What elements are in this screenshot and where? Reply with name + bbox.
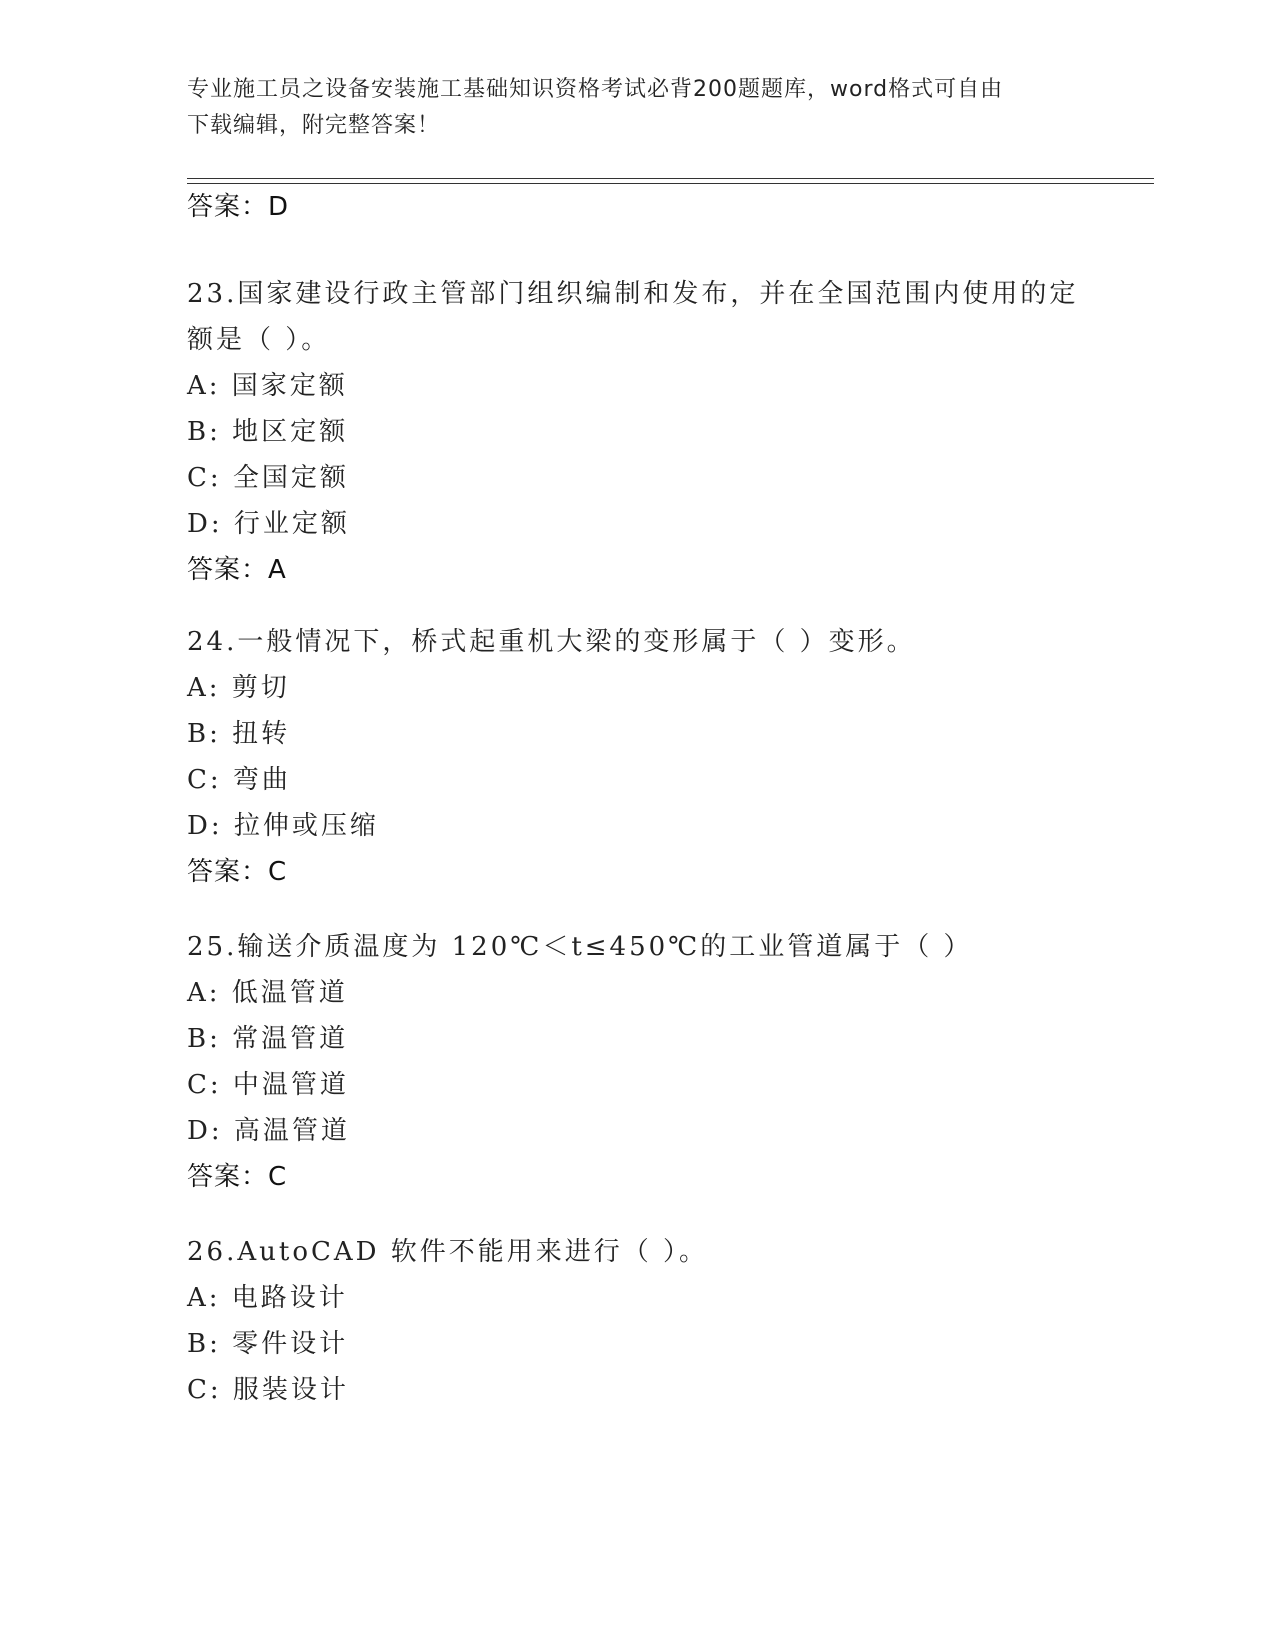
- option-a: A: 国家定额: [187, 371, 348, 401]
- header-divider-top: [187, 178, 1154, 179]
- answer-text: 答案：A: [187, 555, 287, 585]
- header-line-1: 专业施工员之设备安装施工基础知识资格考试必背200题题库，word格式可自由: [187, 77, 1004, 102]
- question-26: [187, 1229, 1087, 1413]
- previous-answer-block: [187, 184, 1087, 230]
- option-b: B: 常温管道: [187, 1024, 349, 1054]
- option-b: B: 地区定额: [187, 417, 349, 447]
- answer-text: 答案：C: [187, 857, 288, 887]
- option-d: D: 行业定额: [187, 509, 350, 539]
- question-25: [187, 924, 1087, 1200]
- option-b: B: 零件设计: [187, 1329, 349, 1359]
- question-24: [187, 619, 1087, 895]
- option-d: D: 高温管道: [187, 1116, 350, 1146]
- option-c: C: 服装设计: [187, 1375, 349, 1405]
- option-a: A: 电路设计: [187, 1283, 348, 1313]
- header-line-2: 下载编辑，附完整答案！: [187, 113, 441, 138]
- option-c: C: 中温管道: [187, 1070, 349, 1100]
- answer-text: 答案：D: [187, 192, 290, 222]
- question-stem: 25.输送介质温度为 120℃＜t≤450℃的工业管道属于（ ）: [187, 932, 973, 962]
- question-stem: 23.国家建设行政主管部门组织编制和发布，并在全国范围内使用的定: [187, 279, 1079, 309]
- question-23: [187, 271, 1087, 593]
- document-header: [187, 72, 1067, 144]
- question-stem: 24.一般情况下，桥式起重机大梁的变形属于（ ）变形。: [187, 627, 916, 657]
- option-d: D: 拉伸或压缩: [187, 811, 379, 841]
- question-stem: 额是（ ）。: [187, 325, 331, 355]
- question-stem: 26.AutoCAD 软件不能用来进行（ ）。: [187, 1237, 709, 1267]
- option-b: B: 扭转: [187, 719, 291, 749]
- option-a: A: 剪切: [187, 673, 290, 703]
- option-a: A: 低温管道: [187, 978, 348, 1008]
- option-c: C: 全国定额: [187, 463, 349, 493]
- answer-text: 答案：C: [187, 1162, 288, 1192]
- option-c: C: 弯曲: [187, 765, 291, 795]
